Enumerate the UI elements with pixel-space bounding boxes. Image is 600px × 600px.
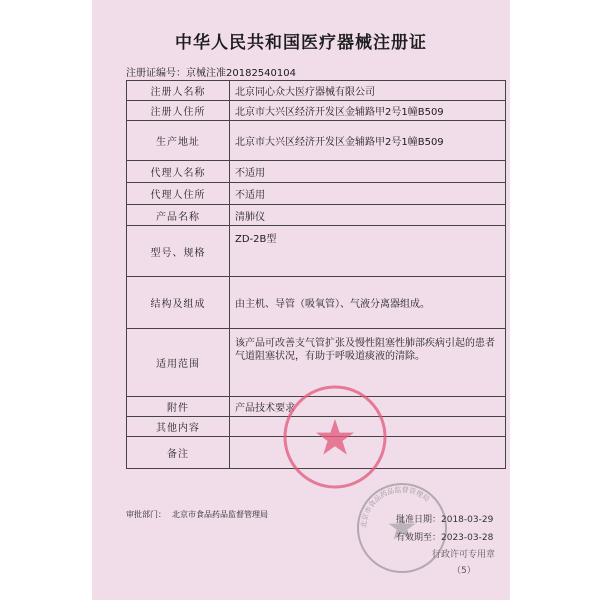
row-label-registrant-address: 注册人住所 bbox=[127, 101, 230, 121]
row-label-structure: 结构及组成 bbox=[127, 277, 230, 329]
row-value-production-address: 北京市大兴区经济开发区金辅路甲2号1幢B509 bbox=[230, 121, 506, 161]
seal-arc-text: 北京市食品药品监督管理局 bbox=[359, 485, 431, 529]
approval-department-issuer: 北京市食品药品监督管理局 bbox=[172, 510, 268, 519]
row-label-scope: 适用范围 bbox=[127, 329, 230, 397]
row-label-registrant-name: 注册人名称 bbox=[127, 81, 230, 101]
row-label-production-address: 生产地址 bbox=[127, 121, 230, 161]
seal-label: 行政许可专用章 bbox=[432, 550, 496, 560]
row-value-scope: 该产品可改善支气管扩张及慢性阻塞性肺部疾病引起的患者气道阻塞状况，有助于呼吸道痰液的清除。 bbox=[230, 329, 506, 397]
row-value-agent-address: 不适用 bbox=[230, 183, 506, 205]
row-label-other: 其他内容 bbox=[127, 417, 230, 437]
row-value-product-name: 清肺仪 bbox=[230, 205, 506, 226]
table-row bbox=[127, 183, 506, 205]
table-row bbox=[127, 161, 506, 183]
row-value-agent-name: 不适用 bbox=[230, 161, 506, 183]
registration-number-label: 注册证编号： bbox=[126, 68, 186, 79]
row-value-attachment: 产品技术要求 bbox=[230, 397, 506, 417]
row-value-model-spec: ZD-2B型 bbox=[230, 226, 506, 277]
row-label-remarks: 备注 bbox=[127, 437, 230, 469]
table-row bbox=[127, 81, 506, 101]
certificate-sheet bbox=[92, 0, 510, 600]
row-label-attachment: 附件 bbox=[127, 397, 230, 417]
official-red-stamp bbox=[280, 382, 390, 492]
row-label-product-name: 产品名称 bbox=[127, 205, 230, 226]
table-row bbox=[127, 226, 506, 277]
registration-number bbox=[126, 64, 296, 79]
approval-date: 批准日期：2018-03-29 bbox=[396, 515, 494, 525]
row-label-agent-name: 代理人名称 bbox=[127, 161, 230, 183]
approval-department-label: 审批部门： bbox=[126, 510, 166, 519]
approval-department bbox=[126, 509, 268, 520]
registration-number-value: 京械注准20182540104 bbox=[186, 68, 296, 79]
table-row bbox=[127, 277, 506, 329]
row-label-model-spec: 型号、规格 bbox=[127, 226, 230, 277]
valid-until-date: 有效期至：2023-03-28 bbox=[396, 533, 494, 543]
table-row bbox=[127, 121, 506, 161]
table-row bbox=[127, 101, 506, 121]
row-label-agent-address: 代理人住所 bbox=[127, 183, 230, 205]
certificate-title: 中华人民共和国医疗器械注册证 bbox=[175, 33, 427, 53]
row-value-registrant-address: 北京市大兴区经济开发区金辅路甲2号1幢B509 bbox=[230, 101, 506, 121]
approval-seal bbox=[352, 478, 452, 578]
seal-number: （5） bbox=[452, 566, 476, 576]
table-row bbox=[127, 205, 506, 226]
row-value-registrant-name: 北京同心众大医疗器械有限公司 bbox=[230, 81, 506, 101]
row-value-structure: 由主机、导管（吸氧管）、气液分离器组成。 bbox=[230, 277, 506, 329]
